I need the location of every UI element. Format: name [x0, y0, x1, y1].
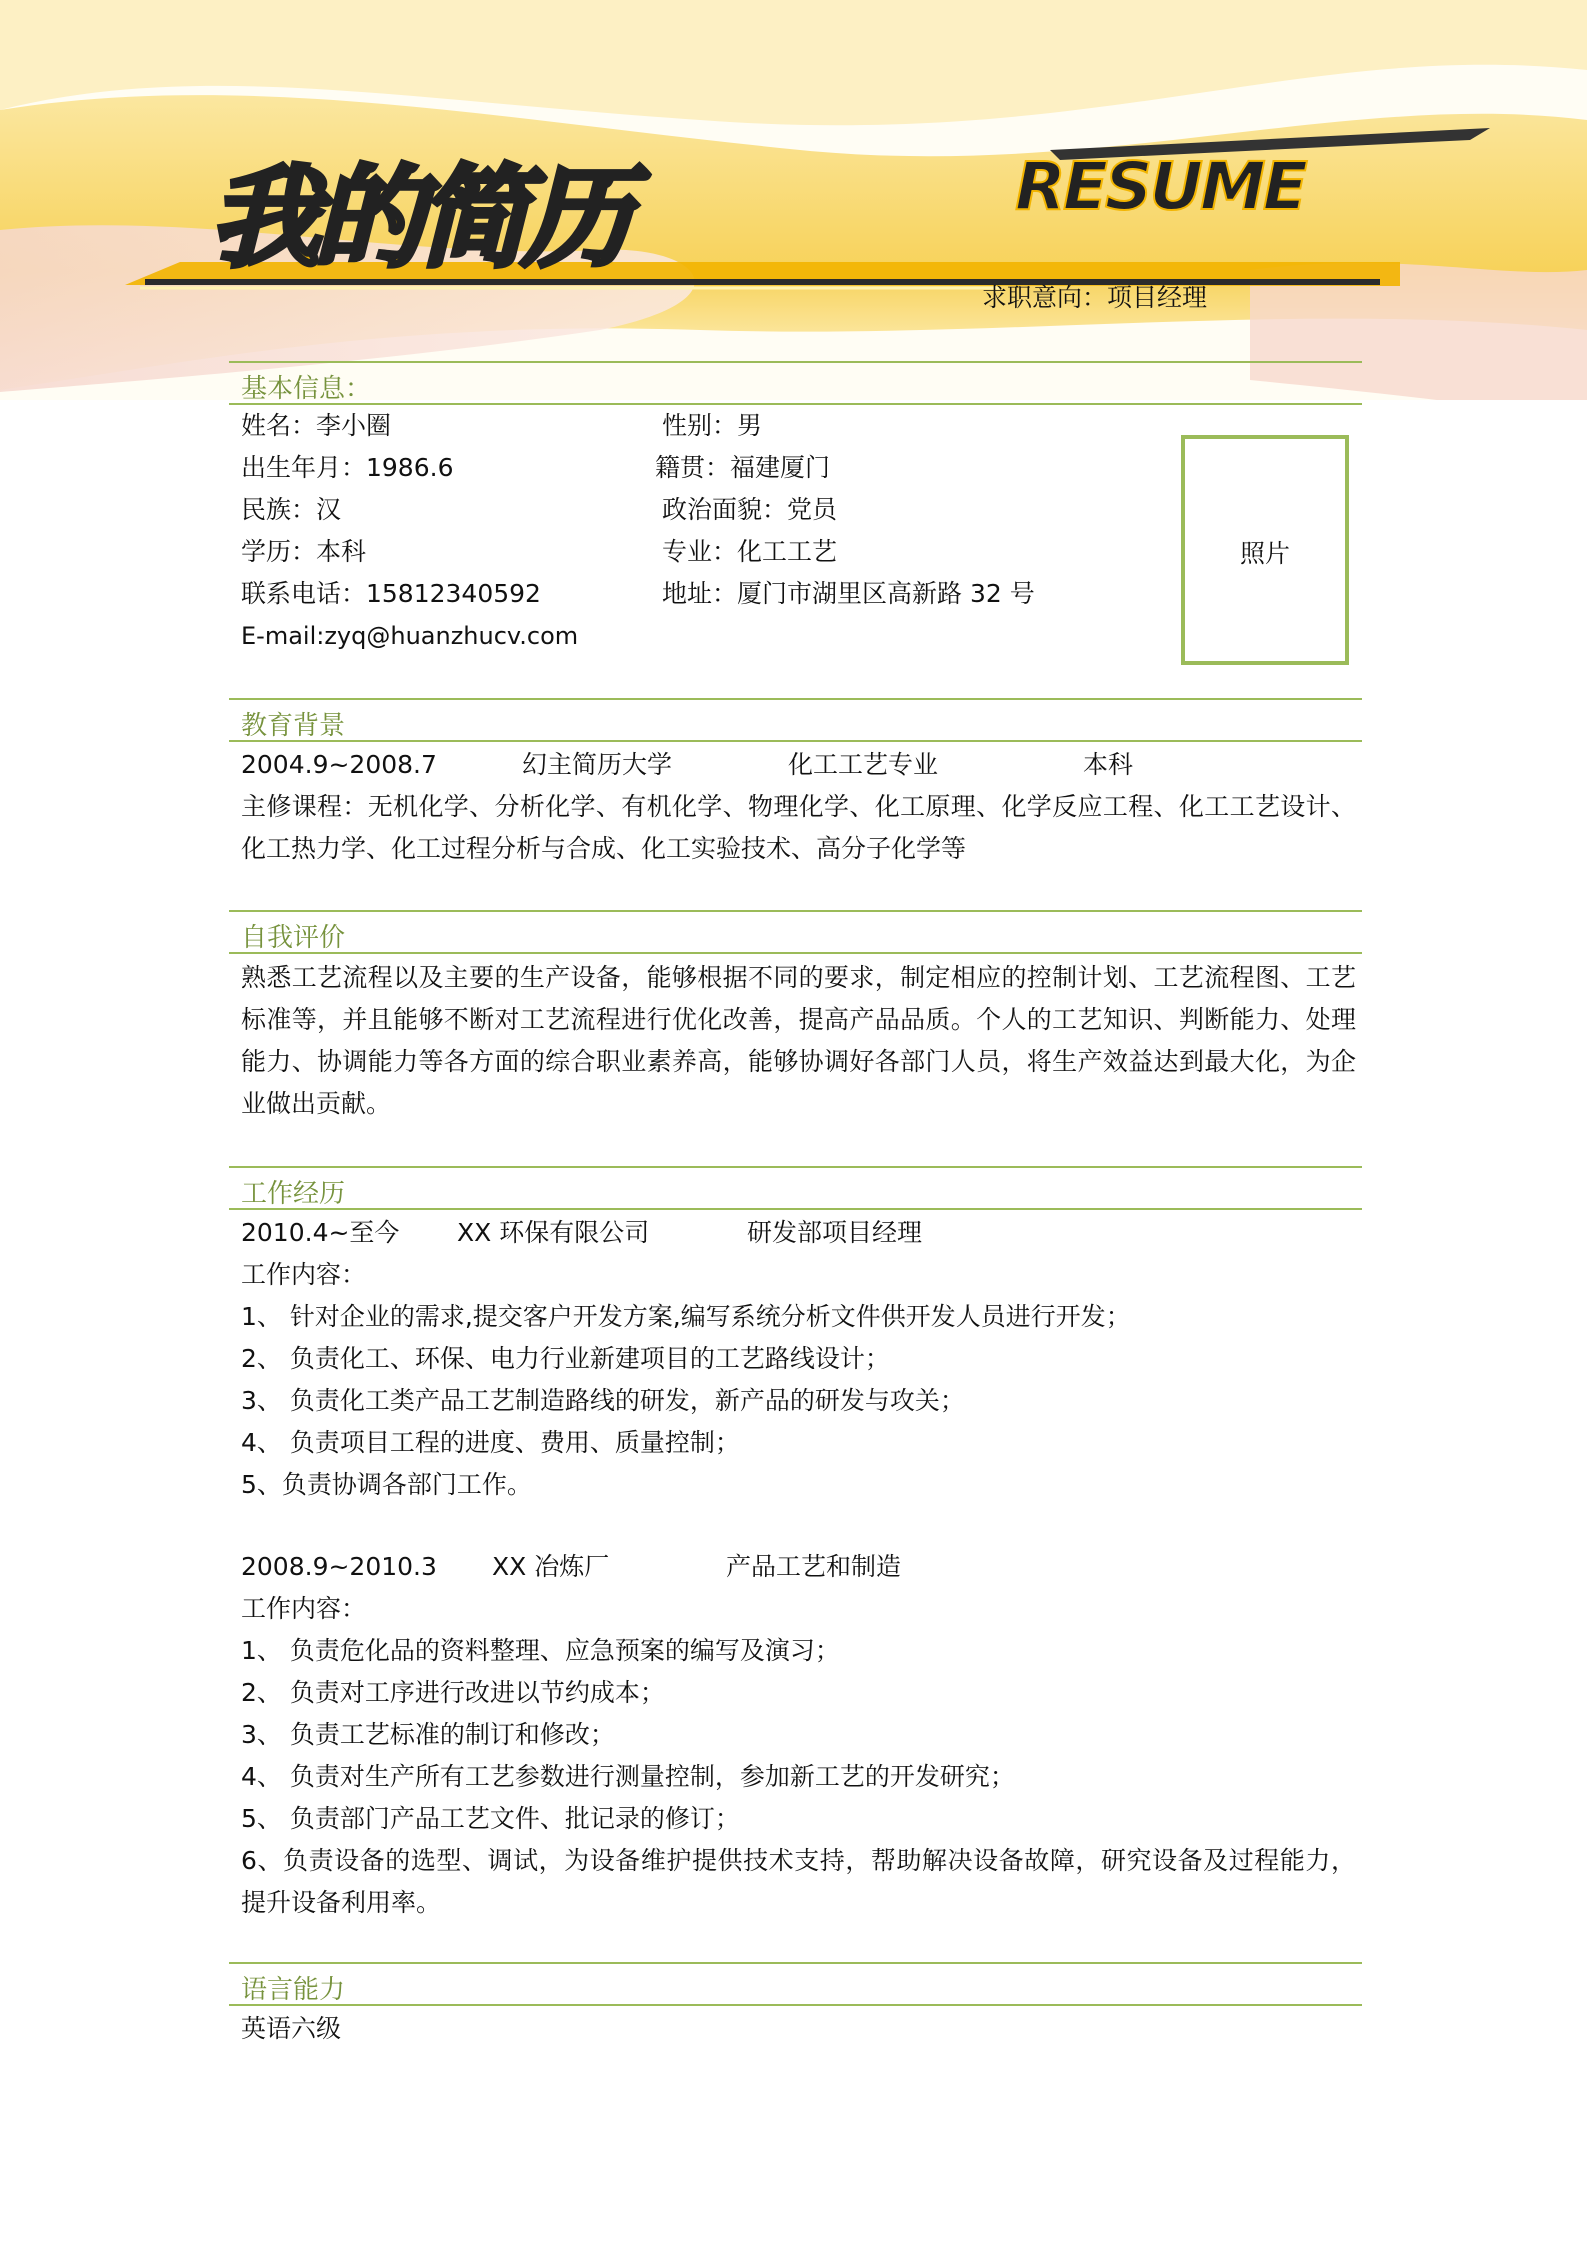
address-field: 地址：厦门市湖里区高新路 32 号	[662, 579, 1035, 608]
job-content-label: 工作内容：	[241, 1594, 367, 1623]
job-intent: 求职意向：项目经理	[982, 283, 1208, 312]
job-content-label: 工作内容：	[241, 1260, 367, 1289]
job-duty-item: 3、 负责化工类产品工艺制造路线的研发，新产品的研发与攻关；	[241, 1386, 965, 1415]
email-field: E-mail:zyq@huanzhucv.com	[241, 622, 579, 650]
job-duty-item: 6、负责设备的选型、调试，为设备维护提供技术支持，帮助解决设备故障，研究设备及过程能力，提升设备利用率。	[241, 1846, 1356, 1917]
job-title: 研发部项目经理	[747, 1218, 923, 1247]
job-company: XX 环保有限公司	[457, 1218, 650, 1247]
job-period: 2010.4~至今	[241, 1218, 400, 1247]
logo-en-text: RESUME	[1015, 148, 1305, 225]
birth-field: 出生年月：1986.6	[241, 453, 454, 482]
name-field: 姓名：李小圈	[241, 411, 392, 440]
job-period: 2008.9~2010.3	[241, 1552, 437, 1581]
photo-label: 照片	[1239, 539, 1290, 568]
job-duty-item: 2、 负责化工、环保、电力行业新建项目的工艺路线设计；	[241, 1344, 890, 1373]
edu-major: 化工工艺专业	[788, 750, 939, 779]
header-banner	[0, 0, 1587, 400]
section-title: 自我评价	[241, 923, 346, 953]
job-duty-item: 2、 负责对工序进行改进以节约成本；	[241, 1678, 665, 1707]
edu-period: 2004.9~2008.7	[241, 750, 437, 779]
job-company: XX 冶炼厂	[492, 1552, 610, 1581]
job-duty-item: 5、 负责部门产品工艺文件、批记录的修订；	[241, 1804, 740, 1833]
job-duty-item: 1、 负责危化品的资料整理、应急预案的编写及演习；	[241, 1636, 840, 1665]
edu-school: 幻主简历大学	[522, 750, 673, 779]
section-self-eval	[229, 910, 1362, 954]
job-title: 产品工艺和制造	[726, 1552, 902, 1581]
major-field: 专业：化工工艺	[662, 537, 838, 566]
edu-degree: 本科	[1083, 750, 1134, 779]
section-title: 教育背景	[241, 711, 346, 741]
section-title: 工作经历	[241, 1179, 346, 1209]
logo-cn-text: 我的简历	[210, 154, 626, 282]
language-text: 英语六级	[241, 2014, 342, 2043]
politics-field: 政治面貌：党员	[662, 495, 838, 524]
education-field: 学历：本科	[241, 537, 367, 566]
job-duty-item: 1、 针对企业的需求,提交客户开发方案,编写系统分析文件供开发人员进行开发；	[241, 1302, 1131, 1331]
section-basic-info	[229, 361, 1362, 405]
gender-field: 性别：男	[662, 411, 763, 440]
self-eval-text: 熟悉工艺流程以及主要的生产设备，能够根据不同的要求，制定相应的控制计划、工艺流程图、工艺标准等，并且能够不断对工艺流程进行优化改善，提高产品品质。个人的工艺知识、判断能力、处理能力、协调能力等各方面的综合职业素养高，能够协调好各部门人员，将生产效益达到最大化，为企业做出贡献。	[241, 963, 1356, 1118]
section-education	[229, 698, 1362, 742]
job-duty-item: 4、 负责对生产所有工艺参数进行测量控制，参加新工艺的开发研究；	[241, 1762, 1015, 1791]
section-title: 语言能力	[241, 1975, 346, 2005]
section-title: 基本信息：	[241, 374, 372, 404]
origin-field: 籍贯：福建厦门	[655, 453, 831, 482]
ethnicity-field: 民族：汉	[241, 495, 342, 524]
edu-courses: 主修课程：无机化学、分析化学、有机化学、物理化学、化工原理、化学反应工程、化工工艺设计、化工热力学、化工过程分析与合成、化工实验技术、高分子化学等	[241, 792, 1356, 863]
section-language	[229, 1962, 1362, 2006]
resume-logo	[200, 120, 1400, 280]
job-duty-item: 4、 负责项目工程的进度、费用、质量控制；	[241, 1428, 740, 1457]
photo-placeholder	[1181, 435, 1349, 665]
job-duty-item: 3、 负责工艺标准的制订和修改；	[241, 1720, 615, 1749]
phone-field: 联系电话：15812340592	[241, 579, 541, 608]
section-work	[229, 1166, 1362, 1210]
job-duty-item: 5、负责协调各部门工作。	[241, 1470, 532, 1499]
